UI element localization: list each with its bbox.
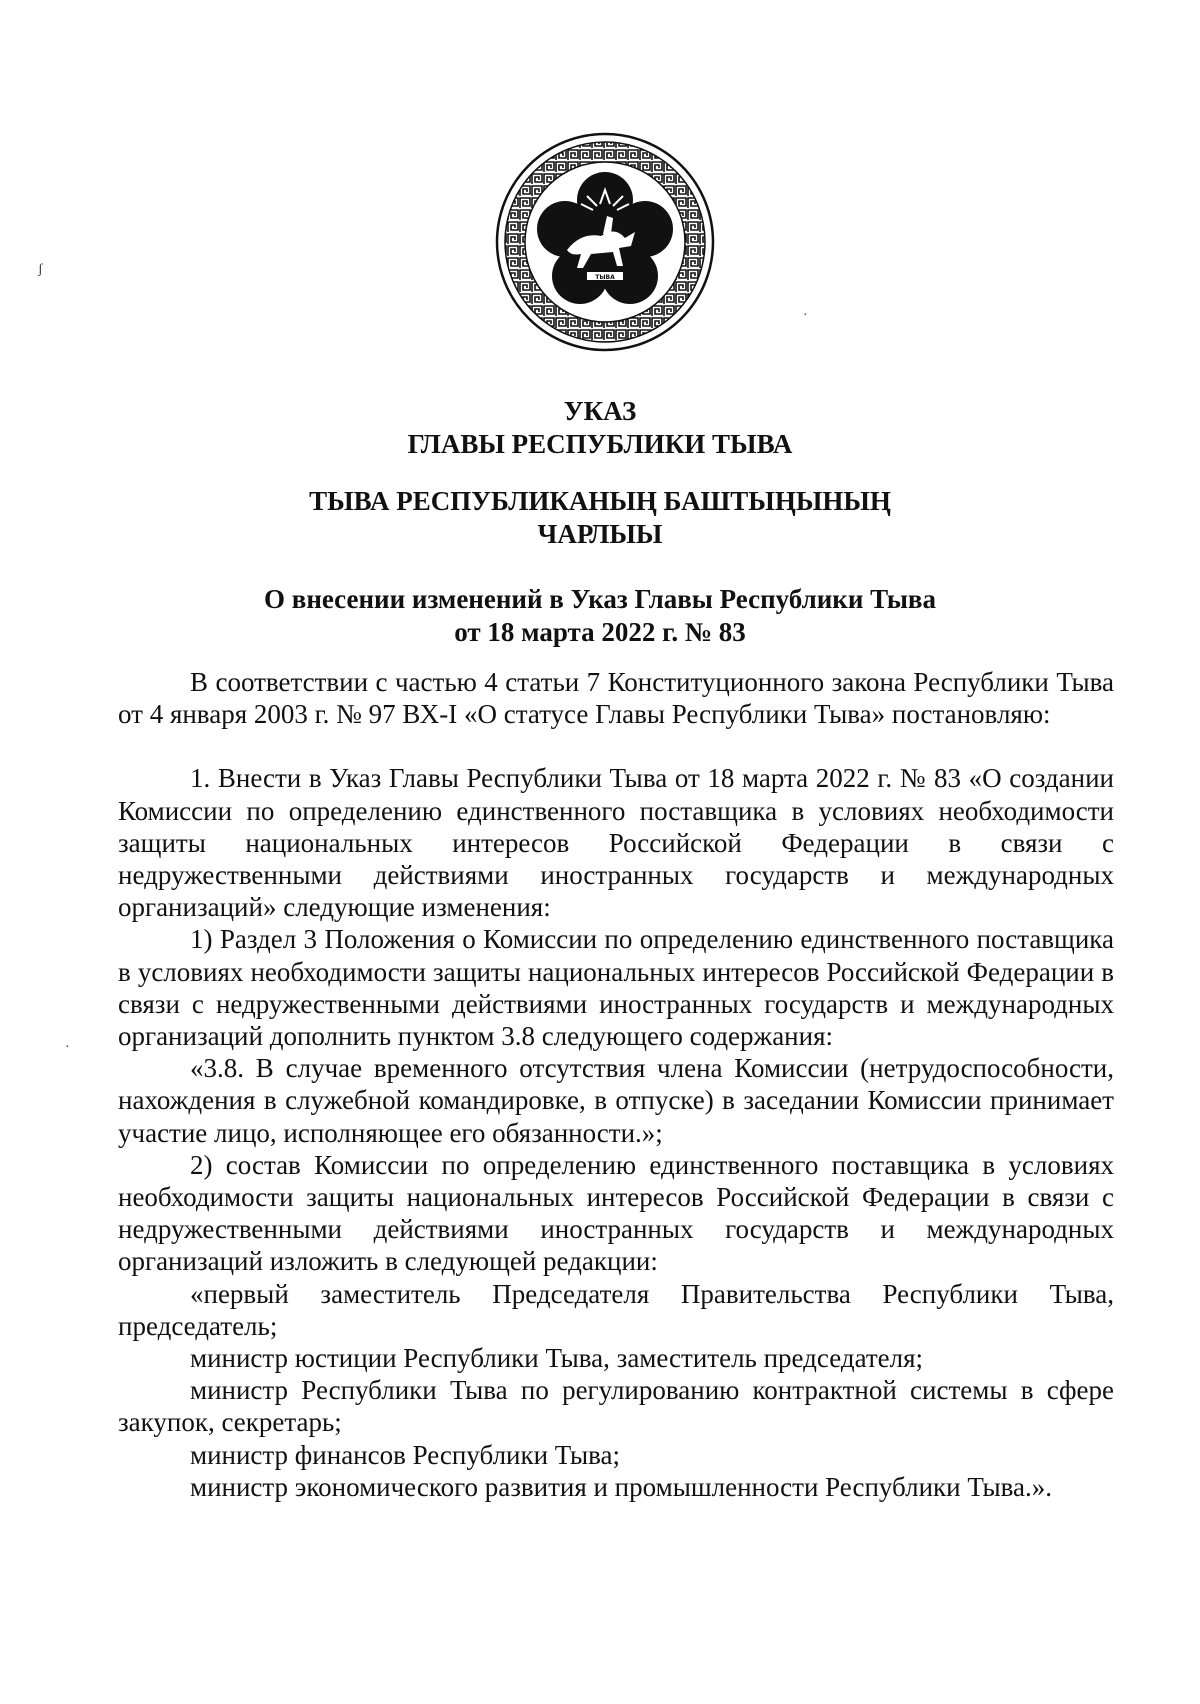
member-list-item: министр финансов Республики Тыва; xyxy=(190,1439,620,1470)
item-1-paragraph: 1. Внести в Указ Главы Республики Тыва от 18 марта 2022 г. № 83 «О создании Комиссии по определению единственного поставщика в условиях необходимости защиты национальных интересов Российской Федерации в связи с недружественными действиями иностранных государств и международных организаций» следующие изменения: xyxy=(118,763,1114,923)
scan-mark: · xyxy=(803,308,808,323)
decree-title-tuvan xyxy=(0,485,1200,551)
member-list-item: министр юстиции Республики Тыва, заместитель председателя; xyxy=(190,1343,924,1374)
item-1-1-paragraph: 1) Раздел 3 Положения о Комиссии по определению единственного поставщика в условиях необходимости защиты национальных интересов Российской Федерации в связи с недружественными действиями иностранных государств и международных организаций дополнить пунктом 3.8 следующего содержания: xyxy=(118,924,1114,1052)
scan-mark: · xyxy=(65,1040,70,1055)
member-list-item: министр Республики Тыва по регулированию контрактной системы в сфере закупок, секретарь; xyxy=(118,1375,1114,1438)
decree-title xyxy=(0,395,1200,461)
decree-subject xyxy=(0,583,1200,649)
scan-mark: ʃ xyxy=(38,262,43,277)
decree-title-tuvan-line1: ТЫВА РЕСПУБЛИКАНЫҢ БАШТЫҢЫНЫҢ xyxy=(309,486,891,516)
decree-body xyxy=(118,666,1114,1503)
decree-title-tuvan-line2: ЧАРЛЫЫ xyxy=(537,519,663,549)
member-list-item: «первый заместитель Председателя Правительства Республики Тыва, председатель; xyxy=(118,1278,1114,1341)
decree-title-line1: УКАЗ xyxy=(563,396,637,426)
decree-title-line2: ГЛАВЫ РЕСПУБЛИКИ ТЫВА xyxy=(407,429,793,459)
decree-subject-line1: О внесении изменений в Указ Главы Республики Тыва xyxy=(263,584,936,614)
item-1-2-paragraph: 2) состав Комиссии по определению единственного поставщика в условиях необходимости защиты национальных интересов Российской Федерации в связи с недружественными действиями иностранных государств и международных организаций изложить в следующей редакции: xyxy=(118,1149,1114,1277)
emblem-ribbon-text: ТЫВА xyxy=(595,274,615,281)
item-3-8-paragraph: «3.8. В случае временного отсутствия члена Комиссии (нетрудоспособности, нахождения в служебной командировке, в отпуске) в заседании Комиссии принимает участие лицо, исполняющее его обязанности.»; xyxy=(118,1053,1114,1148)
tuva-emblem-icon xyxy=(495,125,715,360)
preamble-paragraph: В соответствии с частью 4 статьи 7 Конституционного закона Республики Тыва от 4 января 2003 г. № 97 ВХ-I «О статусе Главы Республики Тыва» постановляю: xyxy=(118,667,1114,730)
decree-subject-line2: от 18 марта 2022 г. № 83 xyxy=(454,617,746,647)
member-list-item: министр экономического развития и промышленности Республики Тыва.». xyxy=(190,1471,1053,1502)
